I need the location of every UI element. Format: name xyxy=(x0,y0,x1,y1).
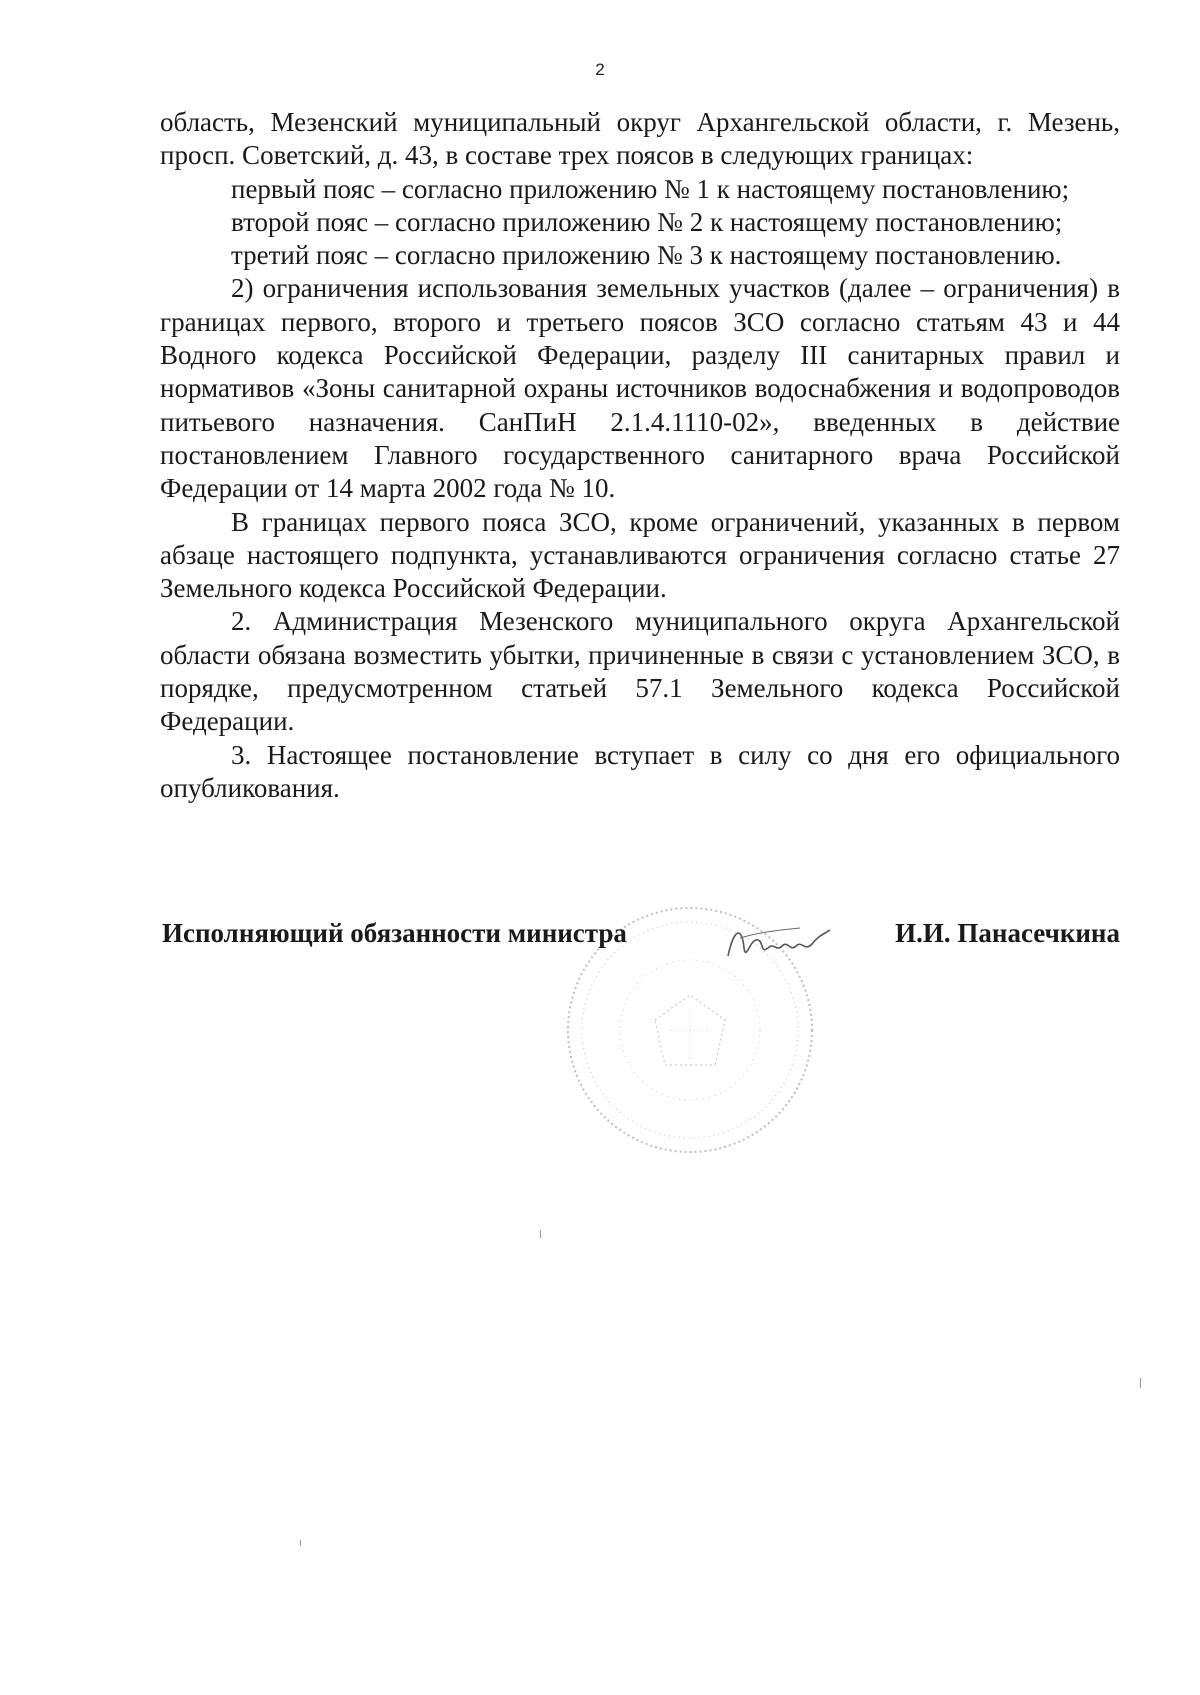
signatory-position: Исполняющий обязанности министра xyxy=(162,918,627,948)
scan-artifact xyxy=(300,1540,301,1546)
document-body xyxy=(160,106,1120,805)
page-number: 2 xyxy=(595,60,605,79)
paragraph-first-belt-restrictions: В границах первого пояса ЗСО, кроме ограничений, указанных в первом абзаце настоящего подпункта, устанавливаются ограничения согласно статье 27 Земельного кодекса Российской Федерации. xyxy=(160,506,1120,604)
scan-artifact xyxy=(1140,1378,1141,1388)
paragraph-effective-date: 3. Настоящее постановление вступает в силу со дня его официального опубликования. xyxy=(160,739,1120,803)
signatory-name: И.И. Панасечкина xyxy=(895,918,1120,948)
paragraph-compensation: 2. Администрация Мезенского муниципального округа Архангельской области обязана возместить убытки, причиненные в связи с установлением ЗСО, в порядке, предусмотренном статьей 57.1 Земельного кодекса Российской Федерации. xyxy=(160,606,1120,737)
paragraph-continuation: область, Мезенский муниципальный округ Архангельской области, г. Мезень, просп. Советский, д. 43, в составе трех поясов в следующих границах: xyxy=(160,107,1120,171)
scan-artifact xyxy=(540,1230,541,1238)
paragraph-belt-1: первый пояс – согласно приложению № 1 к настоящему постановлению; xyxy=(231,173,1070,204)
signature-block xyxy=(162,918,1120,958)
paragraph-restrictions: 2) ограничения использования земельных участков (далее – ограничения) в границах первого, второго и третьего поясов ЗСО согласно статьям 43 и 44 Водного кодекса Российской Федерации, разделу III санитарных правил и нормативов «Зоны санитарной охраны источников водоснабжения и водопроводов питьевого назначения. СанПиН 2.1.4.1110-02», введенных в действие постановлением Главного государственного санитарного врача Российской Федерации от 14 марта 2002 года № 10. xyxy=(160,273,1120,504)
paragraph-belt-2: второй пояс – согласно приложению № 2 к настоящему постановлению; xyxy=(231,206,1063,237)
paragraph-belt-3: третий пояс – согласно приложению № 3 к настоящему постановлению. xyxy=(231,240,1062,271)
